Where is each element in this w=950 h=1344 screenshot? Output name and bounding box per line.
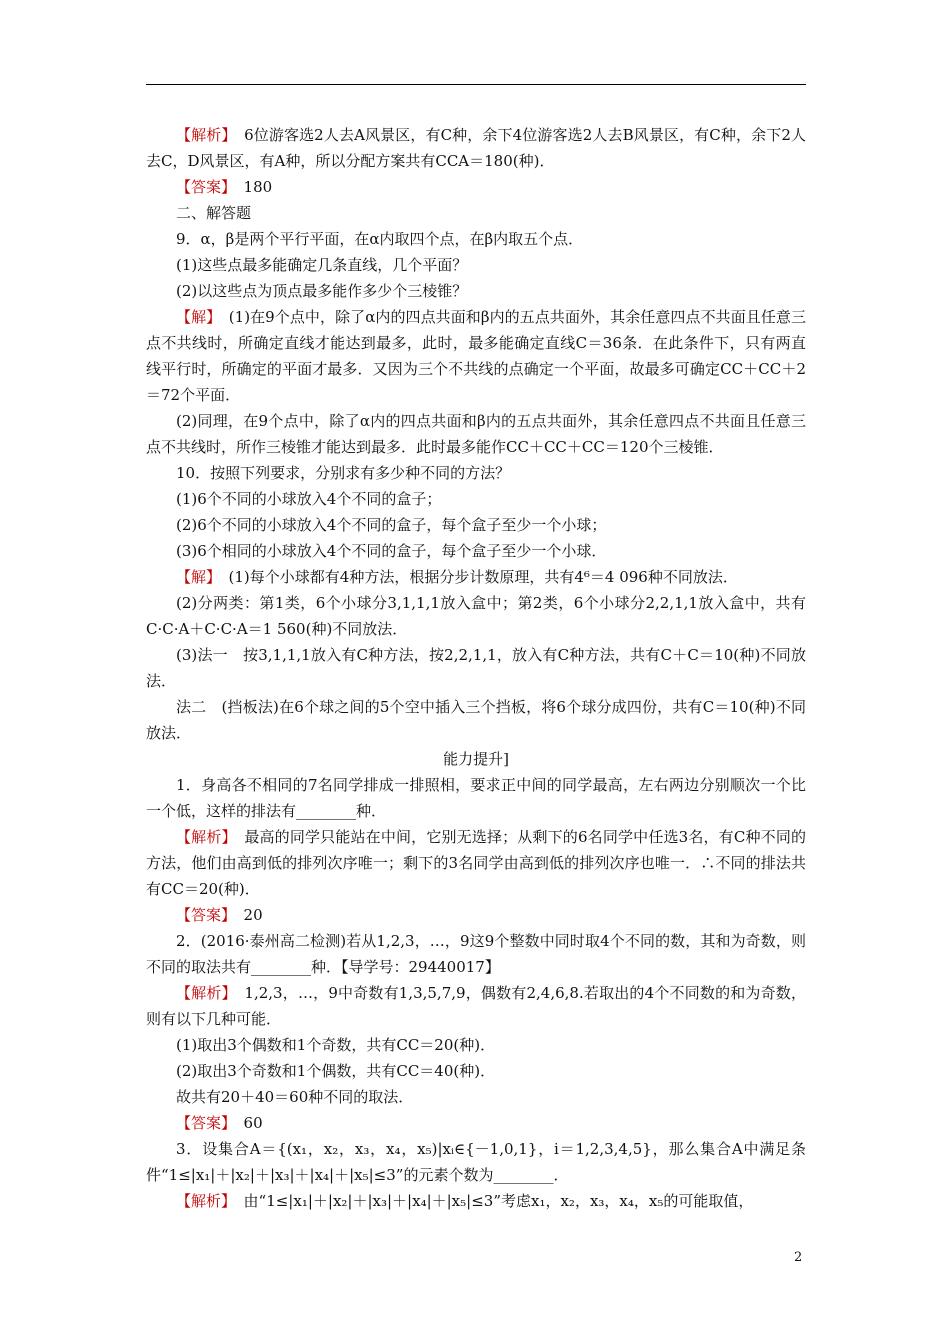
answer-tag: 【答案】 [176,1114,229,1132]
paragraph-text: 二、解答题 [176,204,252,222]
paragraph [146,1136,806,1188]
paragraph-text: 10．按照下列要求，分别求有多少种不同的方法？ [176,464,511,482]
paragraph [146,824,806,902]
paragraph [146,226,806,252]
paragraph-text: (1)取出3个偶数和1个奇数，共有CC＝20(种)． [176,1036,496,1054]
paragraph [146,590,806,642]
paragraph-text: 由“1≤|x₁|＋|x₂|＋|x₃|＋|x₄|＋|x₅|≤3”考虑x₁，x₂，x₃，x₄，x₅的可能取值， [243,1192,754,1210]
paragraph-text: 1,2,3，…，9中奇数有1,3,5,7,9，偶数有2,4,6,8.若取出的4个不同数的和为奇数，则有以下几种可能． [146,984,806,1028]
paragraph-text: 60 [243,1114,263,1132]
paragraph-text: (1)在9个点中，除了α内的四点共面和β内的五点共面外，其余任意四点不共面且任意三点不共线时，所确定直线才能达到最多，此时，最多能确定直线C＝36条．在此条件下，只有两直线平行时，所确定的平面才最多．又因为三个不共线的点确定一个平面，故最多可确定CC＋CC＋2＝72个平面． [146,308,806,404]
header-rule [146,84,806,85]
paragraph-text: (1)这些点最多能确定几条直线，几个平面？ [176,256,468,274]
paragraph-text: 故共有20＋40＝60种不同的取法． [176,1088,414,1106]
paragraph [146,278,806,304]
paragraph [146,928,806,980]
answer-tag: 【答案】 [176,178,229,196]
answer-tag: 【解析】 [176,126,229,144]
paragraph-text: (2)以这些点为顶点最多能作多少个三棱锥？ [176,282,468,300]
section-heading [146,746,806,772]
paragraph [146,538,806,564]
document-body [146,122,806,1214]
answer-tag: 【答案】 [176,906,229,924]
page-number: 2 [794,1250,803,1265]
paragraph-text: 2．(2016·泰州高二检测)若从1,2,3，…，9这9个整数中同时取4个不同的数，其和为奇数，则不同的取法共有________种．【导学号：29440017】 [146,932,806,976]
paragraph [146,1032,806,1058]
paragraph [146,486,806,512]
paragraph-text: (3)6个相同的小球放入4个不同的盒子，每个盒子至少一个小球． [176,542,607,560]
paragraph [146,200,806,226]
paragraph [146,1084,806,1110]
paragraph [146,408,806,460]
paragraph [146,980,806,1032]
paragraph-text: (2)同理，在9个点中，除了α内的四点共面和β内的五点共面外，其余任意四点不共面且任意三点不共线时，所作三棱锥才能达到最多．此时最多能作CC＋CC＋CC＝120个三棱锥． [146,412,806,456]
paragraph [146,1058,806,1084]
paragraph-text: (1)每个小球都有4种方法，根据分步计数原理，共有4⁶＝4 096种不同放法． [228,568,738,586]
paragraph-text: (3)法一 按3,1,1,1放入有C种方法，按2,2,1,1，放入有C种方法，共有C＋C＝10(种)不同放法． [146,646,806,690]
answer-tag: 【解】 [176,568,214,586]
paragraph-text: 最高的同学只能站在中间，它别无选择；从剩下的6名同学中任选3名，有C种不同的方法，他们由高到低的排列次序唯一；剩下的3名同学由高到低的排列次序也唯一．∴不同的排法共有CC＝20(种)． [146,828,806,898]
paragraph-text: 20 [243,906,263,924]
paragraph-text: (2)分两类：第1类，6个小球分3,1,1,1放入盒中；第2类，6个小球分2,2,1,1放入盒中，共有C·C·A＋C·C·A＝1 560(种)不同放法． [146,594,806,638]
paragraph [146,122,806,174]
paragraph-text: 9．α，β是两个平行平面，在α内取四个点，在β内取五个点． [176,230,584,248]
paragraph-text: (2)6个不同的小球放入4个不同的盒子，每个盒子至少一个小球； [176,516,607,534]
paragraph [146,772,806,824]
paragraph-text: (2)取出3个奇数和1个偶数，共有CC＝40(种)． [176,1062,496,1080]
paragraph [146,252,806,278]
paragraph-text: 3．设集合A＝{(x₁，x₂，x₃，x₄，x₅)|xᵢ∈{－1,0,1}，i＝1,2,3,4,5}，那么集合A中满足条件“1≤|x₁|＋|x₂|＋|x₃|＋|x₄|＋|x₅|≤3”的元素个数为________． [146,1140,806,1184]
answer-tag: 【解析】 [176,828,230,846]
paragraph [146,902,806,928]
paragraph-text: 1．身高各不相同的7名同学排成一排照相，要求正中间的同学最高，左右两边分别顺次一个比一个低，这样的排法有________种． [146,776,806,820]
paragraph [146,1110,806,1136]
paragraph [146,642,806,694]
paragraph-text: 6位游客选2人去A风景区，有C种，余下4位游客选2人去B风景区，有C种，余下2人去C，D风景区，有A种，所以分配方案共有CCA＝180(种)． [146,126,806,170]
paragraph-text: 法二 (挡板法)在6个球之间的5个空中插入三个挡板，将6个球分成四份，共有C＝10(种)不同放法． [146,698,806,742]
answer-tag: 【解析】 [176,1192,229,1210]
paragraph [146,174,806,200]
paragraph [146,460,806,486]
paragraph [146,1188,806,1214]
paragraph [146,512,806,538]
paragraph-text: 能力提升] [443,750,509,768]
paragraph-text: (1)6个不同的小球放入4个不同的盒子； [176,490,442,508]
paragraph-text: 180 [243,178,273,196]
paragraph [146,564,806,590]
answer-tag: 【解】 [176,308,214,326]
answer-tag: 【解析】 [176,984,230,1002]
paragraph [146,304,806,408]
paragraph [146,694,806,746]
